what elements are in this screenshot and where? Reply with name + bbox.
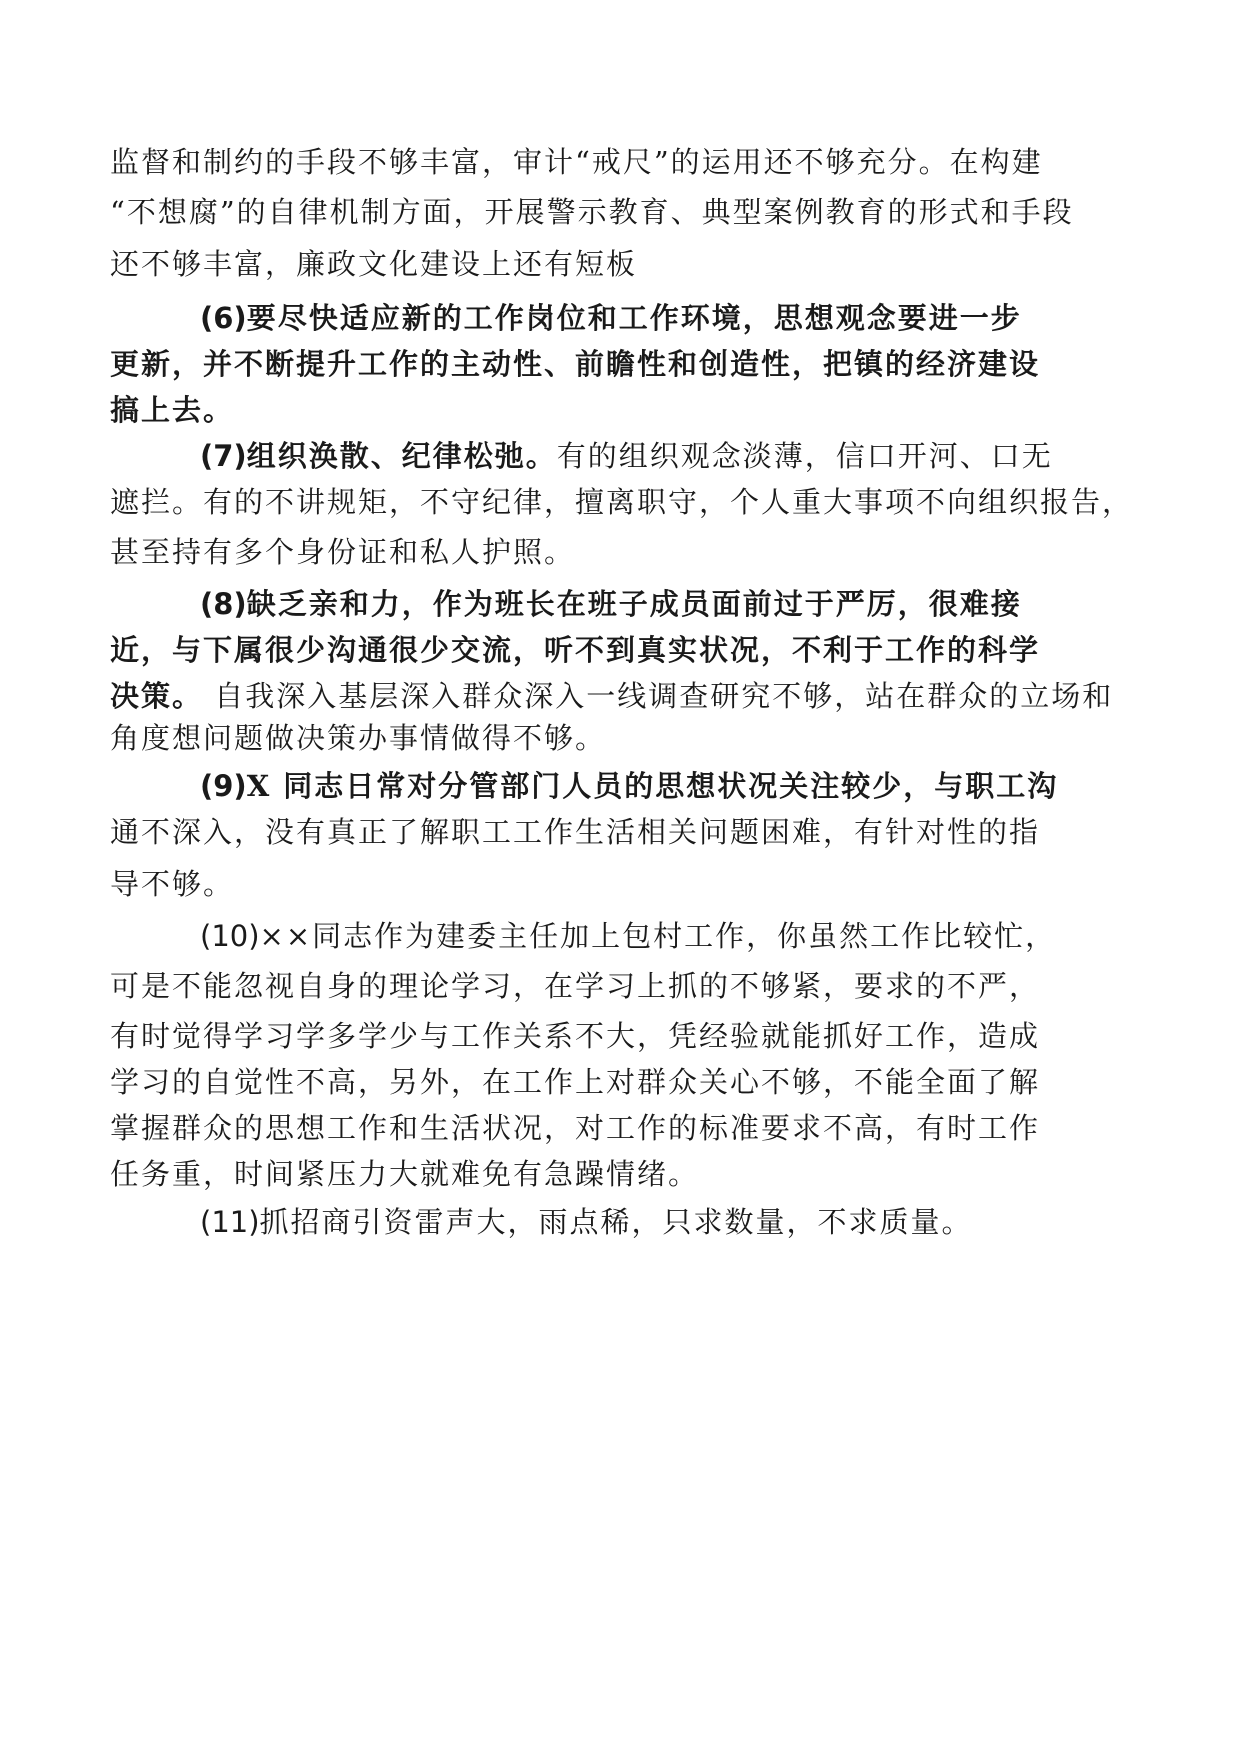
paragraph-line: “不想腐”的自律机制方面，开展警示教育、典型案例教育的形式和手段 (110, 195, 1074, 229)
item-11-text: 抓招商引资雷声大，雨点稀，只求数量，不求质量。 (259, 1205, 973, 1239)
item-number: (7) (200, 439, 247, 473)
item-6-line (200, 298, 1140, 338)
item-10-line: 掌握群众的思想工作和生活状况，对工作的标准要求不高，有时工作 (110, 1111, 1041, 1145)
item-10-line (200, 916, 1140, 956)
item-10-line: 任务重，时间紧压力大就难免有急躁情绪。 (110, 1157, 700, 1191)
item-10-line: 有时觉得学习学多学少与工作关系不大，凭经验就能抓好工作，造成 (110, 1019, 1041, 1053)
item-10-line: 可是不能忽视自身的理论学习，在学习上抓的不够紧，要求的不严， (110, 969, 1041, 1003)
item-number: (9) (200, 769, 247, 803)
item-8-text: 缺乏亲和力，作为班长在班子成员面前过于严厉，很难接 (246, 587, 1022, 621)
paragraph-line: 还不够丰富，廉政文化建设上还有短板 (110, 247, 638, 281)
item-10-text: ××同志作为建委主任加上包村工作，你虽然工作比较忙， (259, 919, 1057, 953)
item-6-line: 更新，并不断提升工作的主动性、前瞻性和创造性，把镇的经济建设 (110, 347, 1041, 381)
item-8-text: 自我深入基层深入群众深入一线调查研究不够，站在群众的立场和 (203, 679, 1114, 713)
item-8-line (200, 584, 1140, 624)
item-11-line (200, 1202, 1140, 1242)
item-9-line (200, 766, 1140, 806)
item-7-line: 遮拦。有的不讲规矩，不守纪律，擅离职守，个人重大事项不向组织报告， (110, 485, 1134, 519)
item-10-line: 学习的自觉性不高，另外，在工作上对群众关心不够，不能全面了解 (110, 1065, 1041, 1099)
item-8-line: 角度想问题做决策办事情做得不够。 (110, 721, 607, 755)
item-number: (8) (200, 587, 247, 621)
item-7-text: 有的组织观念淡薄，信口开河、口无 (556, 439, 1053, 473)
item-6-text: 要尽快适应新的工作岗位和工作环境，思想观念要进一步 (246, 301, 1022, 335)
item-number: (10) (200, 919, 260, 953)
item-8-line (110, 676, 1140, 716)
item-9-line: 导不够。 (110, 867, 235, 901)
item-8-line: 近，与下属很少沟通很少交流，听不到真实状况，不利于工作的科学 (110, 633, 1041, 667)
item-number: (6) (200, 301, 247, 335)
item-6-line: 搞上去。 (110, 393, 235, 427)
item-9-line: 通不深入，没有真正了解职工工作生活相关问题困难，有针对性的指 (110, 815, 1041, 849)
item-8-bold: 决策。 (110, 679, 204, 713)
item-7-heading: 组织涣散、纪律松弛。 (246, 439, 557, 473)
item-7-line: 甚至持有多个身份证和私人护照。 (110, 535, 576, 569)
paragraph-line: 监督和制约的手段不够丰富，审计“戒尺”的运用还不够充分。在构建 (110, 145, 1043, 179)
item-7-line (200, 436, 1140, 476)
item-9-text: X 同志日常对分管部门人员的思想状况关注较少，与职工沟 (246, 769, 1059, 803)
item-number: (11) (200, 1205, 260, 1239)
